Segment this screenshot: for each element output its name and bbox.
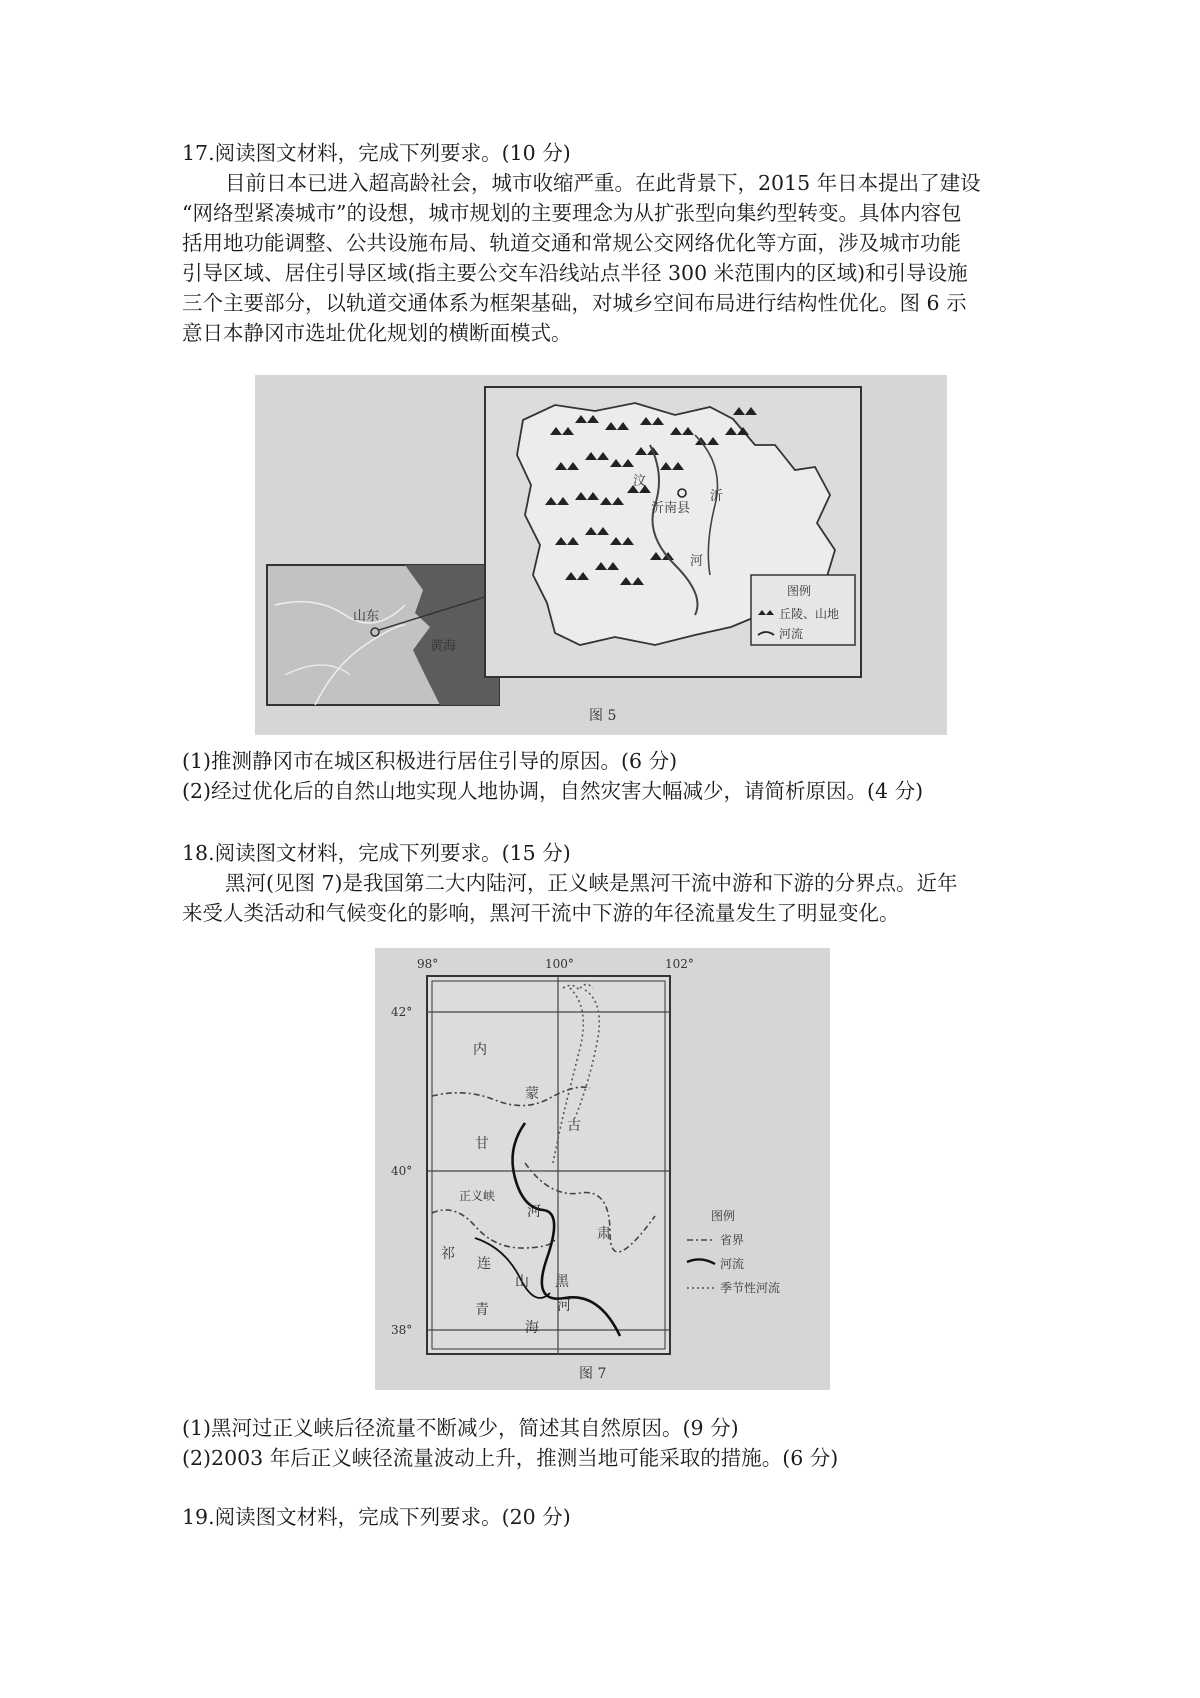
lon-102: 102° — [665, 957, 694, 971]
label-shan: 山 — [515, 1274, 529, 1290]
fig5-caption: 图 5 — [589, 708, 617, 724]
lon-100: 100° — [545, 957, 574, 971]
label-he: 河 — [527, 1204, 541, 1220]
label-river-he: 河 — [690, 554, 704, 569]
locator-inset — [267, 565, 517, 705]
q17-para-line-3: 括用地功能调整、公共设施布局、轨道交通和常规公交网络优化等方面，涉及城市功能 — [182, 231, 961, 255]
label-hei: 黑 — [555, 1274, 569, 1290]
q18-para-line-1: 黑河(见图 7)是我国第二大内陆河，正义峡是黑河干流中游和下游的分界点。近年 — [225, 871, 958, 895]
fig7-legend-border: 省界 — [720, 1233, 745, 1247]
fig7-legend-seasonal: 季节性河流 — [720, 1281, 781, 1295]
label-he2: 河 — [557, 1298, 571, 1314]
label-zhengyixia: 正义峡 — [459, 1189, 496, 1203]
fig7-legend — [687, 1208, 780, 1295]
lat-42: 42° — [391, 1005, 413, 1019]
fig7-legend-river: 河流 — [720, 1257, 745, 1271]
label-hai: 海 — [525, 1320, 539, 1336]
q18-para-line-2: 来受人类活动和气候变化的影响，黑河干流中下游的年径流量发生了明显变化。 — [182, 901, 900, 925]
label-nei: 内 — [473, 1042, 487, 1058]
q17-para-line-2: “网络型紧凑城市”的设想，城市规划的主要理念为从扩张型向集约型转变。具体内容包 — [182, 201, 962, 225]
fig7-legend-title: 图例 — [711, 1209, 736, 1223]
figure-7-map — [375, 948, 830, 1390]
fig5-legend-river: 河流 — [779, 627, 804, 641]
label-shandong: 山东 — [353, 609, 380, 624]
q17-para-line-4: 引导区域、居住引导区域(指主要公交车沿线站点半径 300 米范围内的区域)和引导设施 — [182, 261, 968, 285]
label-river-wen: 汶 — [633, 474, 647, 489]
lat-38: 38° — [391, 1323, 413, 1337]
q17-header: 17.阅读图文材料，完成下列要求。(10 分) — [182, 141, 571, 165]
q17-sub-1: (1)推测静冈市在城区积极进行居住引导的原因。(6 分) — [182, 749, 678, 773]
figure-7 — [375, 948, 830, 1390]
label-qi: 祁 — [441, 1246, 455, 1262]
label-gu: 古 — [567, 1118, 581, 1134]
legend-river-icon — [687, 1259, 715, 1264]
lat-40: 40° — [391, 1164, 413, 1178]
q18-header: 18.阅读图文材料，完成下列要求。(15 分) — [182, 841, 571, 865]
label-huanghai: 黄海 — [430, 639, 457, 654]
fig5-legend-hills: 丘陵、山地 — [779, 607, 840, 621]
q17-para-line-1: 目前日本已进入超高龄社会，城市收缩严重。在此背景下，2015 年日本提出了建设 — [225, 171, 981, 195]
label-su: 肃 — [597, 1226, 611, 1242]
lon-98: 98° — [417, 957, 439, 971]
figure-5 — [255, 375, 947, 735]
label-river-yi-1: 沂 — [710, 489, 724, 504]
figure-5-map — [255, 375, 947, 735]
q18-sub-1: (1)黑河过正义峡后径流量不断减少，简述其自然原因。(9 分) — [182, 1416, 739, 1440]
label-qing: 青 — [475, 1302, 489, 1318]
fig7-caption: 图 7 — [579, 1366, 607, 1382]
label-lian: 连 — [477, 1256, 491, 1272]
fig5-legend-title: 图例 — [787, 584, 812, 598]
q18-sub-2: (2)2003 年后正义峡径流量波动上升，推测当地可能采取的措施。(6 分) — [182, 1446, 839, 1470]
label-county: 沂南县 — [651, 501, 691, 516]
q17-para-line-6: 意日本静冈市选址优化规划的横断面模式。 — [182, 321, 572, 345]
label-meng: 蒙 — [525, 1086, 539, 1102]
q17-para-line-5: 三个主要部分，以轨道交通体系为框架基础，对城乡空间布局进行结构性优化。图 6 示 — [182, 291, 967, 315]
label-gan: 甘 — [475, 1136, 489, 1152]
q19-header: 19.阅读图文材料，完成下列要求。(20 分) — [182, 1505, 571, 1529]
q17-sub-2: (2)经过优化后的自然山地实现人地协调，自然灾害大幅减少，请简析原因。(4 分) — [182, 779, 924, 803]
